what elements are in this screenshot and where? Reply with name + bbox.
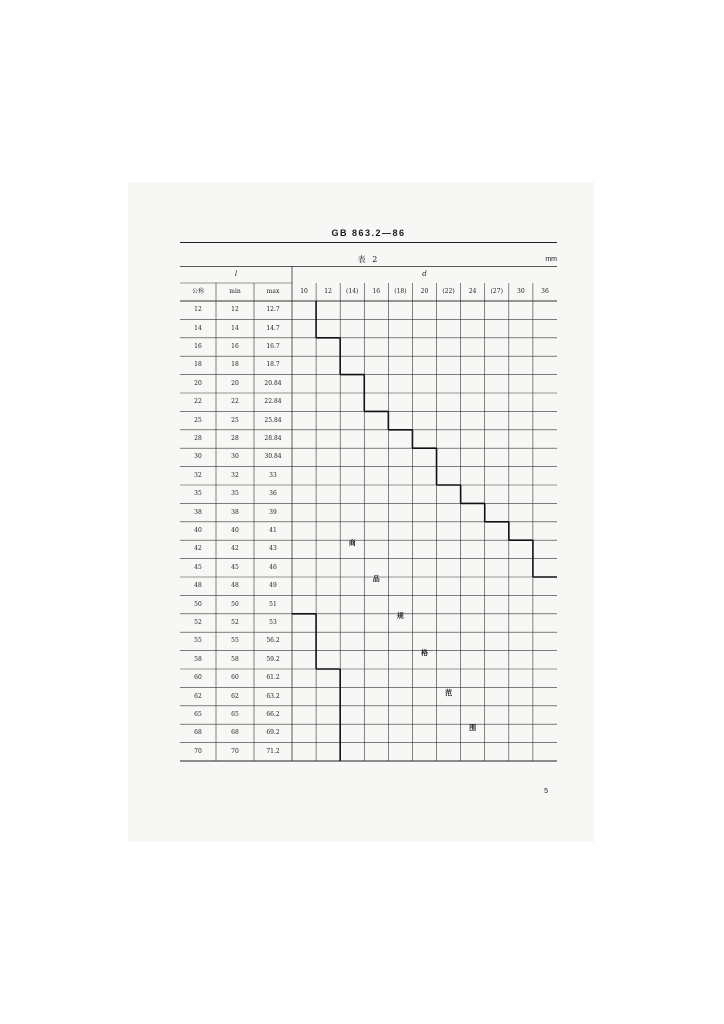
table-cell: 18	[231, 361, 239, 369]
table-cell: 32	[194, 471, 202, 479]
table-cell: 65	[194, 710, 202, 718]
page-number: 5	[544, 788, 548, 795]
table-cell: 66.2	[266, 710, 280, 718]
table-cell: 59.2	[266, 655, 280, 663]
table-cell: 61.2	[266, 674, 280, 682]
table-cell: 51	[269, 600, 277, 608]
unit-label: mm	[545, 256, 557, 263]
range-label-char: 规	[396, 611, 404, 621]
table-cell: 18	[194, 361, 202, 369]
table-cell: 41	[269, 526, 277, 534]
table-cell: 48	[231, 582, 239, 590]
l-column-header: max	[266, 288, 280, 295]
d-column-header: (14)	[346, 288, 359, 295]
table-cell: 30	[231, 453, 239, 461]
table-cell: 55	[231, 637, 239, 645]
table-cell: 50	[194, 600, 202, 608]
table-cell: 50	[231, 600, 239, 608]
table-cell: 43	[269, 545, 277, 553]
table-cell: 40	[231, 526, 239, 534]
d-column-header: 36	[541, 288, 549, 295]
d-column-header: 12	[324, 288, 332, 295]
l-group-header: l	[234, 270, 238, 278]
l-column-header: 公称	[191, 288, 204, 295]
table-cell: 35	[194, 490, 202, 498]
table-cell: 28.84	[264, 434, 282, 442]
table-cell: 58	[231, 655, 239, 663]
table-cell: 38	[231, 508, 239, 516]
d-column-header: 16	[372, 288, 381, 295]
table-cell: 28	[231, 434, 239, 442]
table-cell: 16	[194, 342, 202, 350]
table-cell: 25	[231, 416, 239, 424]
table-cell: 14	[194, 324, 202, 332]
table-cell: 12	[194, 306, 202, 314]
table-cell: 48	[194, 582, 202, 590]
d-column-header: 30	[517, 288, 525, 295]
table-cell: 71.2	[266, 747, 280, 755]
table-cell: 60	[231, 674, 239, 682]
table-cell: 55	[194, 637, 202, 645]
table-cell: 42	[231, 545, 239, 553]
d-column-header: (22)	[442, 288, 455, 295]
table-cell: 18.7	[266, 361, 280, 369]
table-cell: 46	[269, 563, 277, 571]
table-cell: 65	[231, 710, 239, 718]
table-cell: 52	[231, 618, 239, 626]
table-cell: 62	[194, 692, 202, 700]
d-column-header: (27)	[490, 288, 503, 295]
table-cell: 39	[269, 508, 277, 516]
table-caption: 表 2	[357, 255, 380, 264]
table-cell: 70	[194, 747, 202, 755]
l-column-header: min	[229, 288, 241, 295]
range-label-char: 格	[420, 647, 428, 657]
table-cell: 12.7	[266, 306, 280, 314]
d-column-header: (18)	[394, 288, 407, 295]
table-cell: 35	[231, 490, 239, 498]
range-label-char: 围	[469, 723, 477, 733]
table-cell: 68	[231, 729, 239, 737]
table-cell: 52	[194, 618, 202, 626]
table-cell: 22.84	[264, 398, 282, 406]
document-header: GB 863.2—86	[331, 228, 406, 238]
table-cell: 22	[194, 398, 202, 406]
table-cell: 32	[231, 471, 239, 479]
table-cell: 40	[194, 526, 202, 534]
table-cell: 28	[194, 434, 202, 442]
table-cell: 16	[231, 342, 239, 350]
table-cell: 60	[194, 674, 202, 682]
table-cell: 12	[231, 306, 239, 314]
table-cell: 70	[231, 747, 239, 755]
table-cell: 45	[231, 563, 239, 571]
spec-table	[180, 266, 557, 765]
table-cell: 20	[231, 379, 239, 387]
table-cell: 42	[194, 545, 202, 553]
table-cell: 30.84	[264, 453, 282, 461]
header-rule	[180, 242, 557, 243]
d-group-header: d	[422, 270, 427, 278]
d-column-header: 10	[300, 288, 308, 295]
table-cell: 20	[194, 379, 202, 387]
d-column-header: 20	[420, 288, 429, 295]
table-cell: 30	[194, 453, 202, 461]
table-cell: 25	[194, 416, 202, 424]
table-cell: 25.84	[264, 416, 282, 424]
range-label-char: 商	[348, 537, 356, 547]
table-cell: 63.2	[266, 692, 280, 700]
table-cell: 69.2	[266, 729, 280, 737]
table-cell: 20.84	[264, 379, 282, 387]
table-cell: 14	[231, 324, 239, 332]
table-cell: 36	[269, 490, 277, 498]
table-cell: 16.7	[266, 342, 280, 350]
table-cell: 22	[231, 398, 239, 406]
table-cell: 58	[194, 655, 202, 663]
d-column-header: 24	[468, 288, 477, 295]
table-cell: 14.7	[266, 324, 280, 332]
table-cell: 68	[194, 729, 202, 737]
table-cell: 56.2	[266, 637, 280, 645]
table-cell: 53	[269, 618, 277, 626]
range-label-char: 范	[445, 688, 453, 698]
range-label-char: 品	[372, 574, 380, 584]
table-cell: 45	[194, 563, 202, 571]
table-cell: 62	[231, 692, 239, 700]
table-cell: 38	[194, 508, 202, 516]
table-cell: 49	[269, 582, 277, 590]
table-cell: 33	[269, 471, 277, 479]
